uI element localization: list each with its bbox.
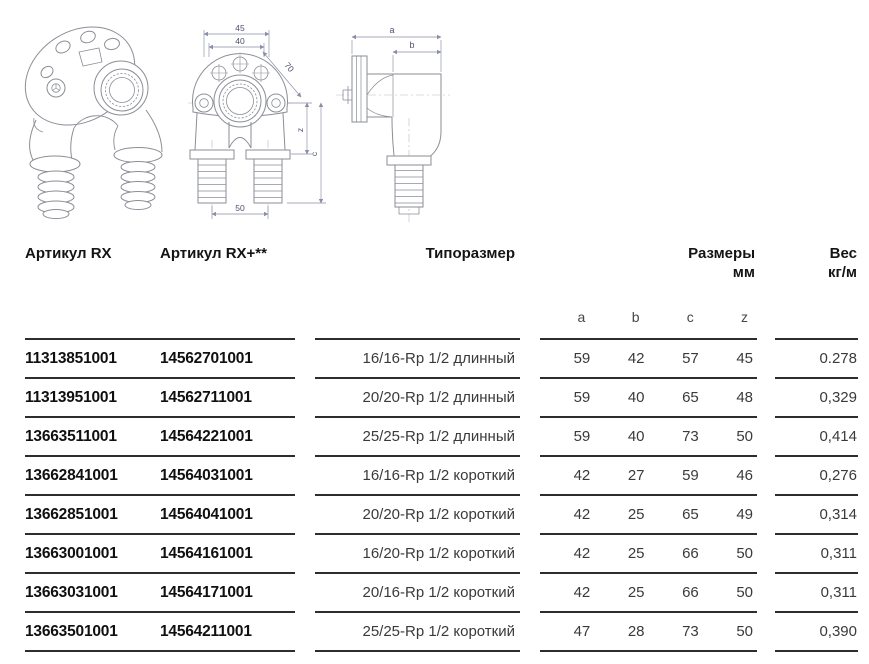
table-row xyxy=(25,455,858,494)
dim-c-value: 66 xyxy=(682,545,699,562)
dim-label-diagonal: 70 xyxy=(282,60,297,74)
article-rx-value: 13663511001 xyxy=(25,427,117,445)
dim-c-value: 59 xyxy=(682,467,699,484)
header-type-size: Типоразмер xyxy=(425,245,515,262)
article-rx-value: 13662851001 xyxy=(25,505,118,523)
article-rx-plus-value: 14564211001 xyxy=(160,622,252,640)
article-rx-value: 13662841001 xyxy=(25,466,118,484)
type-size-value: 25/25-Rp 1/2 короткий xyxy=(315,611,520,650)
dim-label-50: 50 xyxy=(235,203,245,213)
header-dimensions-unit: мм xyxy=(732,264,755,281)
dim-label-b: b xyxy=(409,40,415,50)
header-weight-label: Вес xyxy=(829,245,857,262)
dim-c-value: 65 xyxy=(682,506,699,523)
dim-b-value: 40 xyxy=(627,389,645,406)
header-weight-unit: кг/м xyxy=(827,264,857,281)
weight-value: 0,276 xyxy=(775,455,858,494)
dim-c-value: 73 xyxy=(682,428,699,445)
article-rx-value: 11313951001 xyxy=(25,388,117,406)
weight-value: 0,414 xyxy=(775,416,858,455)
dim-z-value: 50 xyxy=(736,623,753,640)
dim-a-value: 42 xyxy=(573,467,591,484)
dim-b-value: 28 xyxy=(627,623,645,640)
subheader-dim-b: b xyxy=(631,309,640,325)
dim-z-value: 46 xyxy=(736,467,753,484)
dim-z-value: 50 xyxy=(736,584,753,601)
dim-c-value: 66 xyxy=(682,584,699,601)
dim-label-45: 45 xyxy=(235,23,245,33)
type-size-value: 25/25-Rp 1/2 длинный xyxy=(315,416,520,455)
dim-z-value: 49 xyxy=(736,506,753,523)
table-row xyxy=(25,533,858,572)
weight-value: 0,311 xyxy=(775,572,858,611)
product-table xyxy=(25,244,858,650)
article-rx-plus-value: 14562701001 xyxy=(160,349,253,367)
dim-b-value: 25 xyxy=(627,506,645,523)
table-row xyxy=(25,416,858,455)
type-size-value: 20/20-Rp 1/2 длинный xyxy=(315,377,520,416)
dim-b-value: 42 xyxy=(627,350,645,367)
dim-label-z: z xyxy=(295,127,305,133)
dim-z-value: 50 xyxy=(736,428,753,445)
header-article-rx-plus: Артикул RX+** xyxy=(160,245,267,262)
dim-label-40: 40 xyxy=(235,36,245,46)
header-weight xyxy=(775,244,858,282)
table-row xyxy=(25,377,858,416)
dim-z-value: 50 xyxy=(736,545,753,562)
type-size-value: 16/16-Rp 1/2 короткий xyxy=(315,455,520,494)
article-rx-plus-value: 14564161001 xyxy=(160,544,253,562)
article-rx-plus-value: 14564221001 xyxy=(160,427,253,445)
dim-c-value: 57 xyxy=(682,350,699,367)
weight-value: 0,311 xyxy=(775,533,858,572)
table-row xyxy=(25,338,858,377)
header-dimensions-label: Размеры xyxy=(688,245,755,262)
dim-b-value: 40 xyxy=(627,428,645,445)
table-row xyxy=(25,572,858,611)
type-size-value: 16/20-Rp 1/2 короткий xyxy=(315,533,520,572)
dim-a-value: 47 xyxy=(573,623,591,640)
dim-b-value: 27 xyxy=(627,467,645,484)
isometric-view-drawing xyxy=(7,7,162,218)
article-rx-value: 13663031001 xyxy=(25,583,118,601)
header-article-rx: Артикул RX xyxy=(25,245,112,262)
dim-z-value: 48 xyxy=(736,389,753,406)
dim-a-value: 59 xyxy=(573,389,591,406)
article-rx-value: 13663001001 xyxy=(25,544,118,562)
type-size-value: 16/16-Rp 1/2 длинный xyxy=(315,338,520,377)
dim-c-value: 65 xyxy=(682,389,699,406)
dim-b-value: 25 xyxy=(627,545,645,562)
article-rx-value: 11313851001 xyxy=(25,349,117,367)
table-row xyxy=(25,494,858,533)
dim-z-value: 45 xyxy=(736,350,753,367)
subheader-dim-z: z xyxy=(741,309,748,325)
front-view-drawing xyxy=(188,23,326,219)
dim-a-value: 42 xyxy=(573,506,591,523)
weight-value: 0.278 xyxy=(775,338,858,377)
dim-a-value: 59 xyxy=(573,350,591,367)
article-rx-plus-value: 14564031001 xyxy=(160,466,253,484)
article-rx-plus-value: 14564171001 xyxy=(160,583,253,601)
weight-value: 0,390 xyxy=(775,611,858,650)
dim-a-value: 42 xyxy=(573,584,591,601)
table-row xyxy=(25,611,858,650)
table-body xyxy=(25,338,858,650)
dim-a-value: 59 xyxy=(573,428,591,445)
article-rx-plus-value: 14564041001 xyxy=(160,505,253,523)
table-header-row xyxy=(25,244,858,282)
subheader-dim-a: a xyxy=(577,309,586,325)
subheader-dim-c: c xyxy=(686,309,694,325)
article-rx-value: 13663501001 xyxy=(25,622,118,640)
dim-b-value: 25 xyxy=(627,584,645,601)
technical-drawings xyxy=(0,0,470,232)
dim-label-a: a xyxy=(389,25,395,35)
article-rx-plus-value: 14562711001 xyxy=(160,388,252,406)
side-view-drawing xyxy=(336,25,450,224)
weight-value: 0,329 xyxy=(775,377,858,416)
weight-value: 0,314 xyxy=(775,494,858,533)
type-size-value: 20/20-Rp 1/2 короткий xyxy=(315,494,520,533)
header-dimensions xyxy=(540,244,757,282)
dim-a-value: 42 xyxy=(573,545,591,562)
type-size-value: 20/16-Rp 1/2 короткий xyxy=(315,572,520,611)
dim-c-value: 73 xyxy=(682,623,699,640)
dim-label-c: c xyxy=(309,151,319,157)
dim-subheader-row xyxy=(25,309,858,325)
